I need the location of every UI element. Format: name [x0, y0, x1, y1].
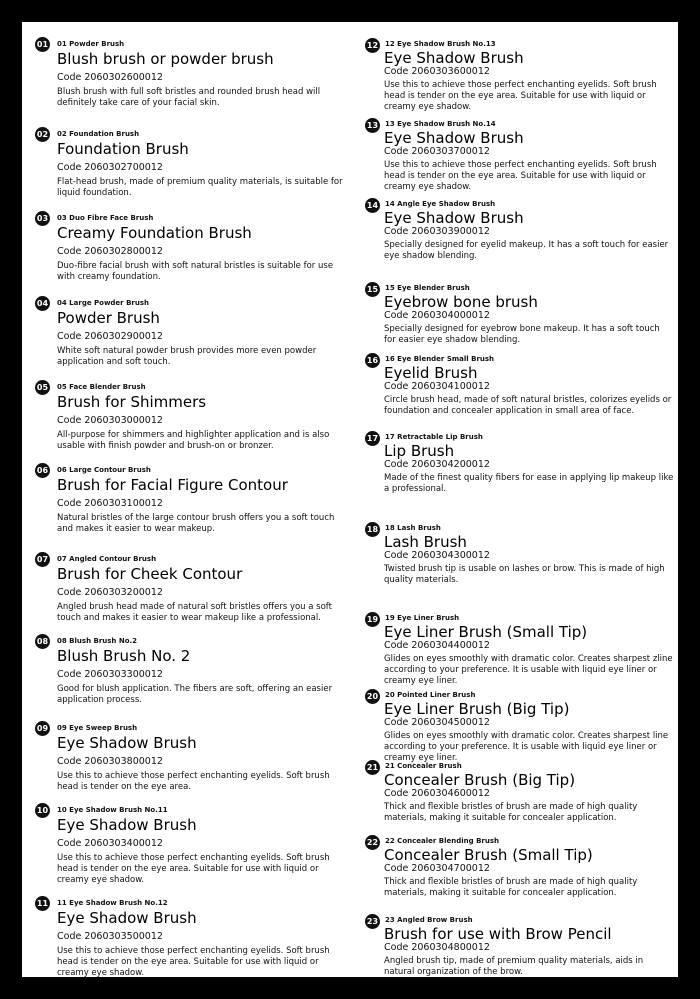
item-number-badge: 06 [35, 463, 50, 478]
item-description: Glides on eyes smoothly with dramatic color. Creates sharpest line according to your preference. It is usable with liquid eye liner or creamy eye liner. [384, 731, 669, 764]
item-description: White soft natural powder brush provides more even powder application and soft touch. [57, 346, 317, 368]
item-description: Circle brush head, made of soft natural bristles, colorizes eyelids or foundation and concealer application in small area of face. [384, 395, 672, 417]
item-description: Natural bristles of the large contour brush offers you a soft touch and makes it easier to wear makeup. [57, 513, 335, 535]
item-subtitle: 01 Powder Brush [57, 40, 125, 48]
item-subtitle: 04 Large Powder Brush [57, 299, 149, 307]
item-description: Duo-fibre facial brush with soft natural bristles is suitable for use with creamy foundation. [57, 261, 334, 283]
item-description: Use this to achieve those perfect enchanting eyelids. Soft brush head is tender on the eye area. [57, 771, 330, 793]
item-description: Glides on eyes smoothly with dramatic color. Creates sharpest zline according to your preference. It is usable with liquid eye liner or creamy eye liner. [384, 654, 673, 687]
item-description: Thick and flexible bristles of brush are made of high quality materials, making it suitable for concealer application. [384, 877, 638, 899]
item-name: Blush Brush No. 2 [57, 647, 191, 665]
item-number-badge: 13 [365, 118, 380, 133]
item-name: Eye Shadow Brush [57, 816, 197, 834]
item-code: Code 2060304700012 [384, 863, 490, 874]
item-name: Eye Shadow Brush [57, 734, 197, 752]
item-code: Code 2060304500012 [384, 717, 490, 728]
item-subtitle: 12 Eye Shadow Brush No.13 [385, 40, 496, 48]
item-number-badge: 03 [35, 211, 50, 226]
item-subtitle: 22 Concealer Blending Brush [385, 837, 499, 845]
item-code: Code 2060302600012 [57, 72, 163, 83]
item-description: Use this to achieve those perfect enchanting eyelids. Soft brush head is tender on the eye area. Suitable for use with liquid or creamy eye shadow. [57, 946, 330, 979]
item-number-badge: 14 [365, 198, 380, 213]
item-name: Eye Shadow Brush [384, 49, 524, 67]
item-number-badge: 07 [35, 552, 50, 567]
item-code: Code 2060304300012 [384, 550, 490, 561]
item-number-badge: 05 [35, 380, 50, 395]
item-code: Code 2060304600012 [384, 788, 490, 799]
item-description: Angled brush head made of natural soft bristles offers you a soft touch and makes it easier to wear makeup like a professional. [57, 602, 332, 624]
item-number-badge: 19 [365, 612, 380, 627]
item-code: Code 2060303400012 [57, 838, 163, 849]
item-name: Eye Shadow Brush [384, 209, 524, 227]
item-name: Concealer Brush (Small Tip) [384, 846, 593, 864]
item-code: Code 2060303800012 [57, 756, 163, 767]
item-number-badge: 11 [35, 896, 50, 911]
item-name: Brush for Shimmers [57, 393, 207, 411]
item-description: Use this to achieve those perfect enchanting eyelids. Soft brush head is tender on the eye area. Suitable for use with liquid or creamy eye shadow. [384, 80, 657, 113]
item-number-badge: 09 [35, 721, 50, 736]
item-code: Code 2060303300012 [57, 669, 163, 680]
item-name: Foundation Brush [57, 140, 189, 158]
item-number-badge: 08 [35, 634, 50, 649]
item-name: Eye Shadow Brush [384, 129, 524, 147]
item-code: Code 2060302800012 [57, 246, 163, 257]
item-subtitle: 09 Eye Sweep Brush [57, 724, 138, 732]
item-subtitle: 05 Face Blender Brush [57, 383, 146, 391]
item-number-badge: 10 [35, 803, 50, 818]
item-subtitle: 18 Lash Brush [385, 524, 441, 532]
item-number-badge: 23 [365, 914, 380, 929]
item-name: Lip Brush [384, 442, 455, 460]
item-name: Brush for Cheek Contour [57, 565, 243, 583]
item-name: Concealer Brush (Big Tip) [384, 771, 576, 789]
item-code: Code 2060303600012 [384, 66, 490, 77]
item-name: Eyelid Brush [384, 364, 478, 382]
item-description: Use this to achieve those perfect enchanting eyelids. Soft brush head is tender on the eye area. Suitable for use with liquid or creamy eye shadow. [57, 853, 330, 886]
item-description: All-purpose for shimmers and highlighter application and is also usable with finish powder and brush-on or bronzer. [57, 430, 330, 452]
item-description: Specially designed for eyelid makeup. It has a soft touch for easier eye shadow blending. [384, 240, 669, 262]
item-subtitle: 15 Eye Blender Brush [385, 284, 470, 292]
item-name: Eye Shadow Brush [57, 909, 197, 927]
item-code: Code 2060304000012 [384, 310, 490, 321]
item-code: Code 2060304200012 [384, 459, 490, 470]
item-description: Specially designed for eyebrow bone makeup. It has a soft touch for easier eye shadow blending. [384, 324, 660, 346]
item-code: Code 2060303100012 [57, 498, 163, 509]
item-subtitle: 07 Angled Contour Brush [57, 555, 157, 563]
item-code: Code 2060303700012 [384, 146, 490, 157]
item-name: Blush brush or powder brush [57, 50, 274, 68]
item-description: Blush brush with full soft bristles and rounded brush head will definitely take care of your facial skin. [57, 87, 321, 109]
item-name: Eyebrow bone brush [384, 293, 538, 311]
item-subtitle: 23 Angled Brow Brush [385, 916, 473, 924]
item-number-badge: 18 [365, 522, 380, 537]
item-name: Lash Brush [384, 533, 467, 551]
item-subtitle: 03 Duo Fibre Face Brush [57, 214, 154, 222]
item-subtitle: 20 Pointed Liner Brush [385, 691, 476, 699]
item-subtitle: 02 Foundation Brush [57, 130, 140, 138]
item-number-badge: 12 [365, 38, 380, 53]
item-code: Code 2060303200012 [57, 587, 163, 598]
item-subtitle: 21 Concealer Brush [385, 762, 462, 770]
item-name: Brush for use with Brow Pencil [384, 925, 612, 943]
item-code: Code 2060303000012 [57, 415, 163, 426]
item-subtitle: 13 Eye Shadow Brush No.14 [385, 120, 496, 128]
item-number-badge: 17 [365, 431, 380, 446]
item-code: Code 2060303500012 [57, 931, 163, 942]
item-number-badge: 01 [35, 37, 50, 52]
item-subtitle: 11 Eye Shadow Brush No.12 [57, 899, 168, 907]
item-description: Twisted brush tip is usable on lashes or brow. This is made of high quality materials. [384, 564, 665, 586]
item-description: Use this to achieve those perfect enchanting eyelids. Soft brush head is tender on the eye area. Suitable for use with liquid or creamy eye shadow. [384, 160, 657, 193]
item-number-badge: 16 [365, 353, 380, 368]
item-number-badge: 21 [365, 760, 380, 775]
item-subtitle: 17 Retractable Lip Brush [385, 433, 483, 441]
item-subtitle: 16 Eye Blender Small Brush [385, 355, 495, 363]
item-code: Code 2060302700012 [57, 162, 163, 173]
item-name: Powder Brush [57, 309, 160, 327]
item-subtitle: 10 Eye Shadow Brush No.11 [57, 806, 168, 814]
item-code: Code 2060304800012 [384, 942, 490, 953]
item-number-badge: 20 [365, 689, 380, 704]
item-description: Angled brush tip, made of premium quality materials, aids in natural organization of the brow. [384, 956, 644, 978]
item-subtitle: 14 Angle Eye Shadow Brush [385, 200, 496, 208]
item-description: Flat-head brush, made of premium quality materials, is suitable for liquid foundation. [57, 177, 343, 199]
item-code: Code 2060302900012 [57, 331, 163, 342]
item-number-badge: 22 [365, 835, 380, 850]
item-description: Good for blush application. The fibers are soft, offering an easier application process. [57, 684, 333, 706]
item-number-badge: 15 [365, 282, 380, 297]
item-subtitle: 08 Blush Brush No.2 [57, 637, 138, 645]
item-code: Code 2060303900012 [384, 226, 490, 237]
item-subtitle: 06 Large Contour Brush [57, 466, 151, 474]
catalog-sheet [22, 22, 678, 977]
item-number-badge: 04 [35, 296, 50, 311]
item-code: Code 2060304400012 [384, 640, 490, 651]
item-name: Eye Liner Brush (Big Tip) [384, 700, 570, 718]
item-name: Brush for Facial Figure Contour [57, 476, 288, 494]
item-number-badge: 02 [35, 127, 50, 142]
item-description: Made of the finest quality fibers for ease in applying lip makeup like a professional. [384, 473, 674, 495]
item-description: Thick and flexible bristles of brush are made of high quality materials, making it suitable for concealer application. [384, 802, 638, 824]
item-name: Creamy Foundation Brush [57, 224, 252, 242]
item-code: Code 2060304100012 [384, 381, 490, 392]
item-name: Eye Liner Brush (Small Tip) [384, 623, 588, 641]
item-subtitle: 19 Eye Liner Brush [385, 614, 460, 622]
